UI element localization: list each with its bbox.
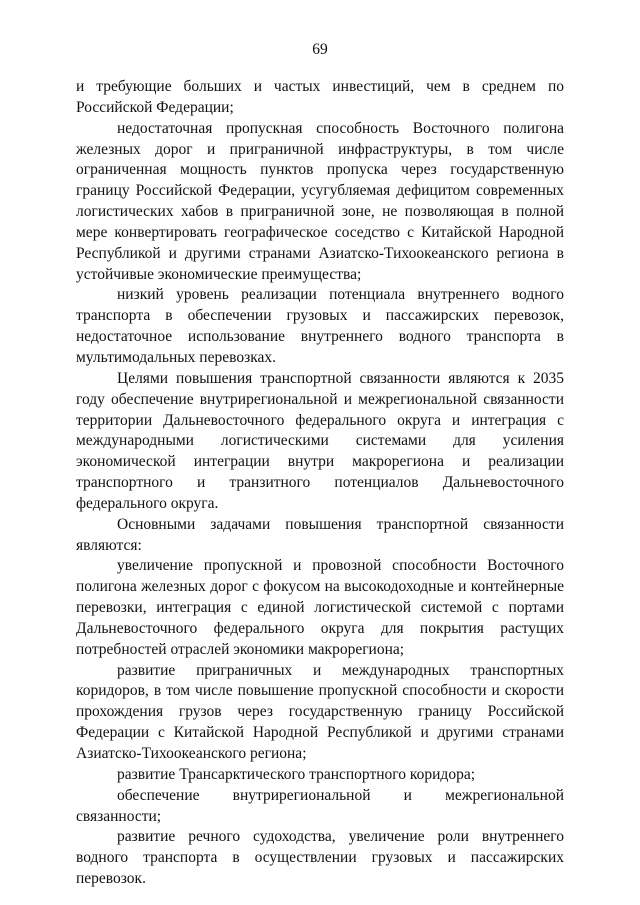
paragraph: развитие приграничных и международных транспортных коридоров, в том числе повышение пропускной способности и скорости прохождения грузов через государственную границу Российской Федерации с Китайской Народной Республикой и другими странами Азиатско-Тихоокеанского региона;: [76, 661, 564, 762]
paragraph: и требующие больших и частых инвестиций, чем в среднем по Российской Федерации;: [76, 78, 564, 116]
paragraph: недостаточная пропускная способность Восточного полигона железных дорог и приграничной инфраструктуры, в том числе ограниченная мощность пунктов пропуска через государственную границу Российской Федерации, усугубляемая дефицитом современных логистических хабов в приграничной зоне, не позволяющая в полной мере конвертировать географическое соседство с Китайской Народной Республикой и другими странами Азиатско-Тихоокеанского региона в устойчивые экономические преимущества;: [76, 119, 564, 283]
paragraph: развитие речного судоходства, увеличение роли внутреннего водного транспорта в осуществлении грузовых и пассажирских перевозок.: [76, 828, 564, 888]
page-number: 69: [312, 41, 328, 58]
paragraph: увеличение пропускной и провозной способности Восточного полигона железных дорог с фокусом на высокодоходные и контейнерные перевозки, интеграция с единой логистической системой с портами Дальневосточного федерального округа для покрытия растущих потребностей отраслей экономики макрорегиона;: [76, 557, 564, 658]
paragraph: Целями повышения транспортной связанности являются к 2035 году обеспечение внутрирегиональной и межрегиональной связанности территории Дальневосточного федерального округа и интеграция с международными логистическими системами для усиления экономической интеграции внутри макрорегиона и реализации транспортного и транзитного потенциалов Дальневосточного федерального округа.: [76, 369, 564, 512]
paragraph: развитие Трансарктического транспортного коридора;: [117, 765, 475, 783]
paragraph: Основными задачами повышения транспортной связанности являются:: [76, 515, 564, 554]
paragraph: низкий уровень реализации потенциала внутреннего водного транспорта в обеспечении грузовых и пассажирских перевозок, недостаточное использование внутреннего водного транспорта в мультимодальных перевозках.: [76, 286, 564, 366]
document-body: [76, 77, 564, 890]
paragraph: обеспечение внутрирегиональной и межрегиональной связанности;: [76, 786, 564, 825]
